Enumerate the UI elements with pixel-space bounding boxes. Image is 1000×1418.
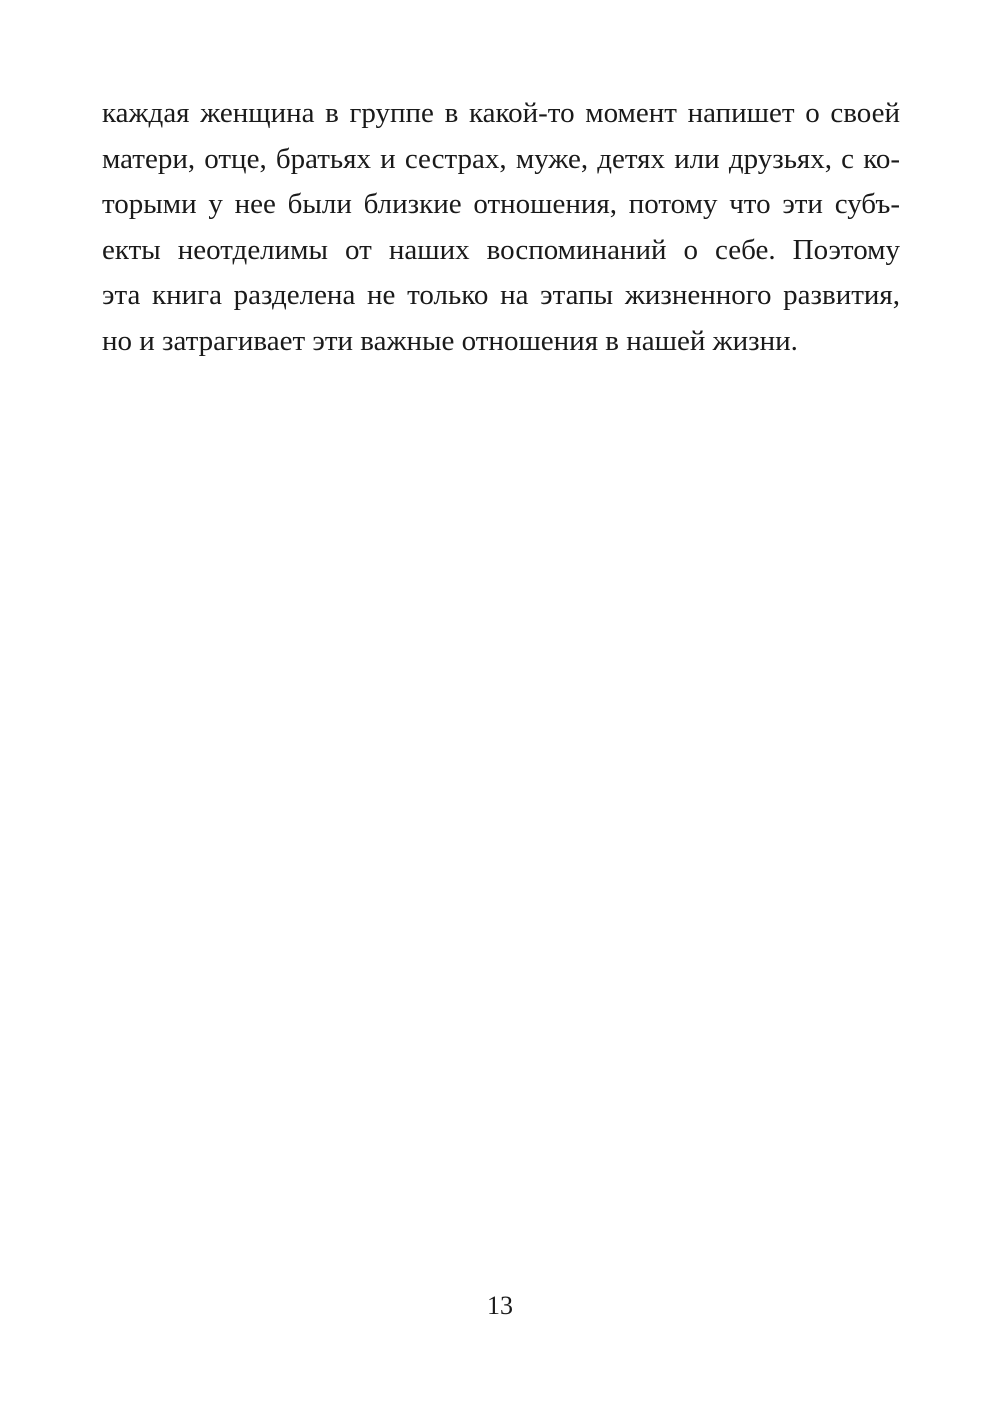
body-paragraph: [102, 91, 900, 365]
paragraph-line: эта книга разделена не только на этапы жизненного развития,: [102, 279, 900, 312]
paragraph-line: каждая женщина в группе в какой-то момент напишет о своей: [102, 97, 900, 129]
paragraph-line: матери, отце, братьях и сестрах, муже, детях или друзьях, с ко-: [102, 142, 900, 175]
paragraph-line: но и затрагивает эти важные отношения в нашей жизни.: [102, 324, 798, 357]
paragraph-line: екты неотделимы от наших воспоминаний о себе. Поэтому: [102, 233, 900, 266]
paragraph-line: торыми у нее были близкие отношения, потому что эти субъ-: [102, 188, 900, 221]
page-number: 13: [487, 1291, 513, 1320]
